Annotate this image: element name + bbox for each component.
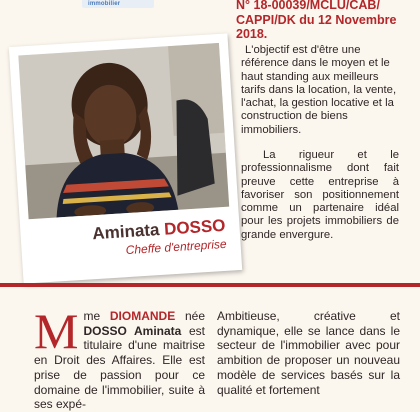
logo-text: immobilier <box>88 1 121 7</box>
drop-cap: M <box>34 303 79 359</box>
person-role: Cheffe d'entreprise <box>125 236 227 258</box>
bio-column-left <box>34 303 206 412</box>
section-divider <box>0 283 420 287</box>
company-logo <box>82 0 154 8</box>
bio-column-right: Ambitieuse, créative et dynamique, elle se lance dans le secteur de l'immobilier avec pour ambition de proposer un nouveau modèle de services basés sur la qualité et fortement <box>217 309 400 397</box>
intro-paragraph-2: La rigueur et le professionnalisme dont fait preuve cette entreprise à favoriser son positionnement comme un partenaire idéal pour les projets immobiliers de grande envergure. <box>241 149 399 241</box>
photo-card <box>9 33 242 283</box>
portrait-photo <box>18 43 229 219</box>
bio-text-2: née <box>175 309 205 323</box>
bio-bold-name: DOSSO Aminata <box>83 323 182 338</box>
bio-text-3: est titulaire d'une maitrise en Droit des Affaires. Elle est prise de passion pour ce domaine de l'immobilier, suite à ses expé- <box>34 323 206 412</box>
agreement-reference: N° 18-00039/MCLU/CAB/ CAPPI/DK du 12 Novembre 2018. <box>236 0 397 42</box>
bio-text-1: me <box>83 309 110 323</box>
person-first-name: Aminata <box>91 220 160 244</box>
bio-bold-diomande: DIOMANDE <box>109 309 176 323</box>
person-surname: DOSSO <box>163 215 226 239</box>
intro-paragraph-1: L'objectif est d'être une référence dans le moyen et le haut standing aux meilleurs tarifs dans la location, la vente, l'achat, la gestion locative et la construction de biens immobiliers. <box>241 44 397 136</box>
